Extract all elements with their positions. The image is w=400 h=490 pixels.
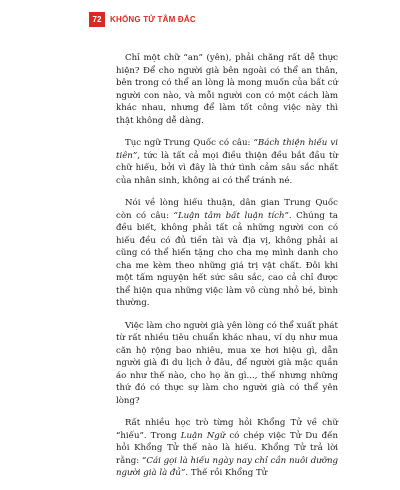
page-number: 72 <box>89 12 105 27</box>
text-run: . Thế rồi Khổng Tử <box>185 468 268 478</box>
page-header <box>89 12 196 27</box>
paragraph <box>116 417 338 480</box>
italic-text: “Luận tâm bất luận tích” <box>173 210 289 221</box>
text-run: , tức là tất cả mọi điều thiện đều bắt đầu từ chữ hiếu, bởi vì đây là thứ tình cảm sâu sắc nhất của nhân sinh, không ai có thể tránh né. <box>116 150 338 186</box>
running-title: KHỔNG TỬ TÂM ĐẮC <box>110 15 196 24</box>
text-run: . Chúng ta đều biết, không phải tất cả những người con có hiếu đều có đủ tiền tài và địa vị, không phải ai cũng có thể hiến tặng cho cha mẹ mình danh cho cha me kèm theo những giá trị vật chất. Đôi khi một tấm nguyện hết sức sâu sắc, cao cả chỉ được thể hiện qua những việc làm vô cùng nhỏ bé, bình thường. <box>116 210 338 308</box>
text-run: có chép việc Tử Du đến hỏi Khổng Tử thế nào là hiếu. Khổng Tử trả lời rằng: <box>116 430 338 466</box>
paragraph <box>116 320 338 408</box>
text-run: Tục ngữ Trung Quốc có câu: <box>125 138 254 148</box>
text-run: Việc làm cho người già yên lòng có thể xuất phát từ rất nhiều tiêu chuẩn khác nhau, ví dụ như mua căn hộ rộng bao nhiêu, mua xe hơi hiệu gì, dẫn người già đi du lịch ở đâu, để người già mặc quần áo như thế nào, cho họ ăn gì..., thế nhưng những thứ đó có thực sự làm cho người già có thể yên lòng? <box>116 320 338 406</box>
paragraph <box>116 197 338 310</box>
italic-text: “Cái gọi là hiếu ngày nay chỉ cần nuôi dưỡng người già là đủ” <box>116 455 338 478</box>
italic-text: Luận Ngữ <box>180 430 226 441</box>
paragraph <box>116 137 338 187</box>
text-run: Chỉ một chữ “an” (yên), phải chăng rất dễ thực hiện? Để cho người già bên ngoài có thể an thân, bên trong có thể an lòng là mong muốn của bất cứ người con nào, và mỗi người con có một cách làm khác nhau, nhưng để làm tốt công việc này thì thật không dễ dàng. <box>116 53 338 126</box>
text-run: Nói về lòng hiếu thuận, dân gian Trung Quốc còn có câu: <box>116 198 338 221</box>
text-run: Rất nhiều học trò từng hỏi Khổng Tử về chữ “hiếu”. Trong <box>116 418 338 441</box>
italic-text: “Bách thiện hiếu vi tiên” <box>116 138 338 161</box>
body-text <box>116 52 338 490</box>
paragraph <box>116 52 338 127</box>
